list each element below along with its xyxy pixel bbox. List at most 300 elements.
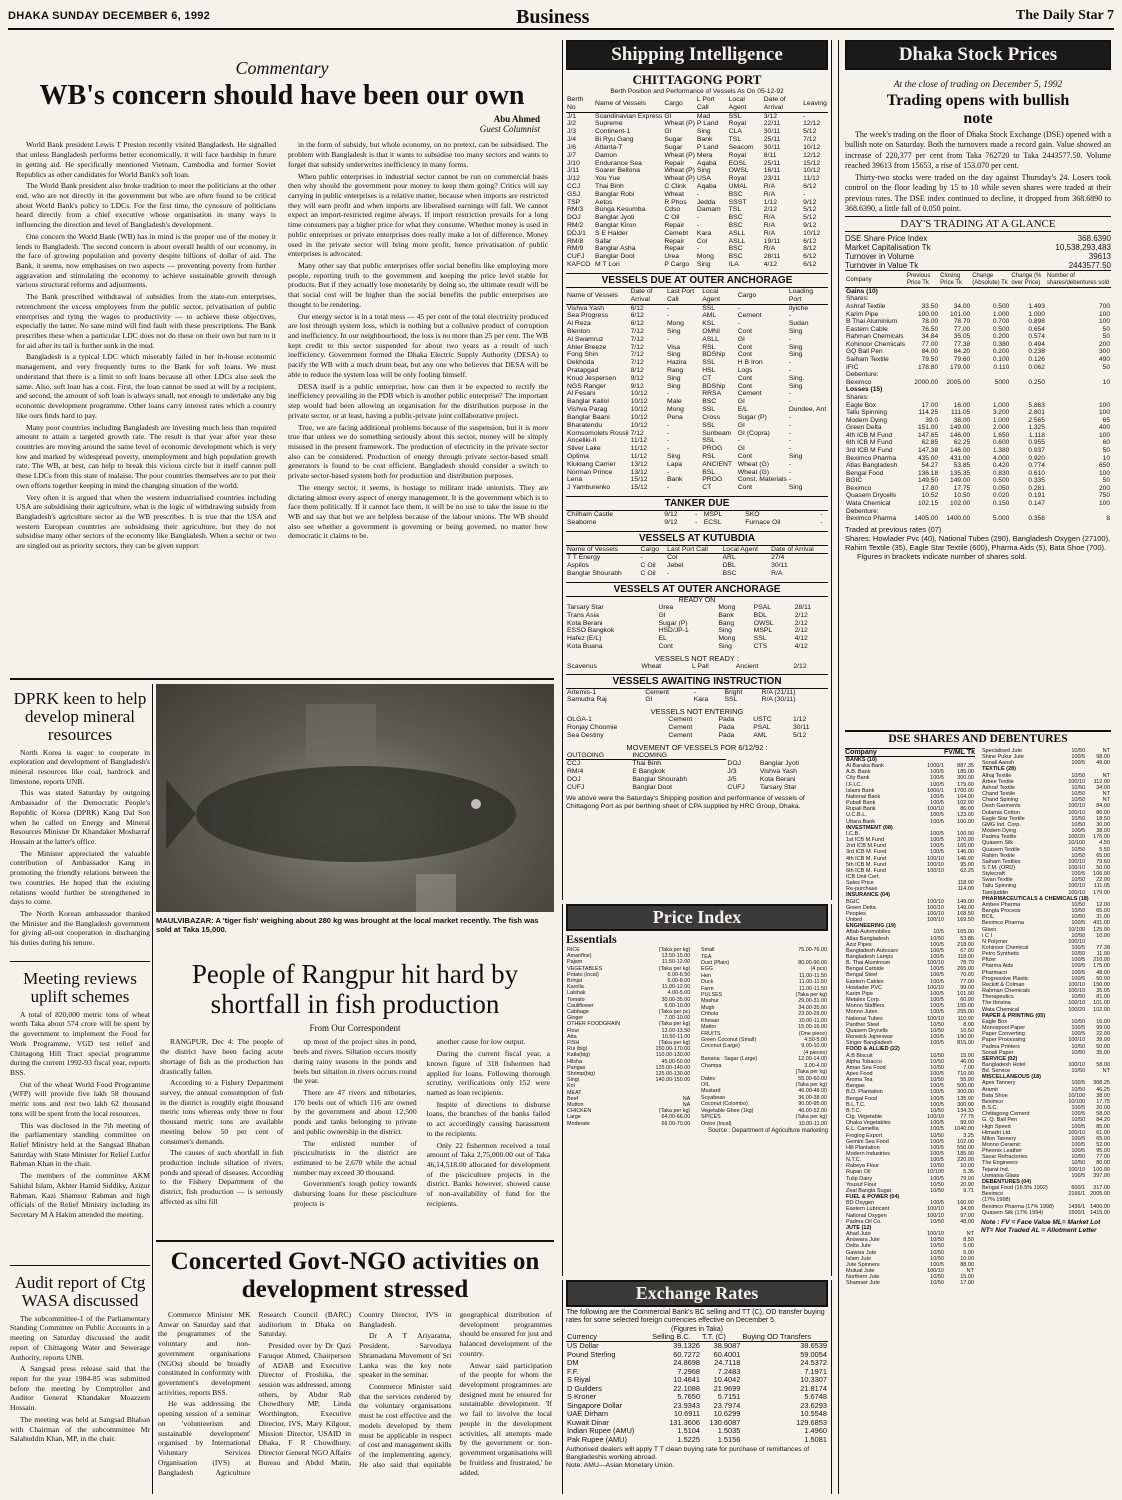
table-cell: 6/12 — [803, 253, 817, 261]
table-cell: - — [737, 320, 740, 328]
table-row — [845, 318, 1111, 326]
table-cell: 147.65 — [917, 431, 939, 439]
table-cell: R/A — [763, 214, 776, 222]
table-cell: Duck — [701, 979, 714, 986]
table-cell: 23.6293 — [800, 1400, 827, 1410]
table-cell: 100.00 — [917, 310, 939, 318]
table-cell: 10/50 — [930, 1077, 944, 1084]
paragraph: The Minister appreciated the valuable contribution of Ambassador Kang in promoting the friendly relations between the two countries. He hoped that the existing relations would further be strengthened in days to come. — [10, 848, 150, 907]
table-cell: Ashraf Textile — [982, 784, 1015, 791]
table-cell: J/12 — [567, 175, 580, 183]
table-cell: Delta Jute — [846, 1243, 871, 1250]
table-cell: 100 — [1098, 310, 1110, 318]
table-row — [845, 371, 1111, 379]
paragraph: Dr A T Ariyaratna, President, Sarvodaya Shramadana Movement of Sri Lanka was the key note speaker in the seminar. — [359, 1331, 452, 1380]
table-cell: DOJ — [567, 214, 581, 222]
table-cell: - — [788, 359, 792, 367]
table-cell: Furnace Oil — [745, 518, 781, 526]
table-cell: 50 — [1102, 333, 1110, 341]
table-cell: 53.85 — [953, 462, 971, 470]
table-cell: N.T.C. — [846, 1157, 862, 1164]
table-cell: Kara — [696, 229, 712, 237]
table-cell: 10/50 — [930, 1218, 944, 1225]
table-cell: NT — [966, 1267, 974, 1274]
fish-photo — [156, 684, 554, 912]
table-row — [566, 716, 828, 724]
table-cell — [939, 295, 971, 303]
paragraph: The members of the committee AKM Sahidul Islam, Akhter Hamid Siddiky, Azizur Rahman, Kazi Shamsur Rahman and high officials of the Relief Ministry including its Secretary M A Hakim attended the meeting. — [10, 1171, 150, 1220]
table-cell: 4th ICB M Fund — [846, 431, 893, 439]
table-cell: 10/50 — [1071, 797, 1086, 804]
table-cell: 140.00-150.00 — [655, 1077, 691, 1084]
table-cell: J/10 — [567, 159, 580, 167]
table-cell: 38.9087 — [713, 1341, 741, 1351]
table-cell: DOJ — [727, 760, 742, 768]
table-cell: 30.00-35.00 — [661, 996, 691, 1003]
table-cell: 160.00 — [957, 1200, 974, 1207]
table-cell: Bengal Steel — [846, 972, 878, 979]
table-cell: Debenture: — [846, 507, 879, 515]
table-cell: 100/5 — [930, 1083, 944, 1090]
glance-label: Turnover in Value Tk — [845, 261, 919, 271]
table-cell: - — [666, 304, 670, 312]
essentials-label: Essentials — [566, 932, 617, 946]
table-row — [845, 356, 1111, 364]
table-cell: 24.7118 — [714, 1358, 741, 1368]
table-cell: 84.00 — [921, 348, 939, 356]
table-cell: 10.50 — [953, 492, 971, 500]
table-cell: Monno Jutex — [846, 1009, 878, 1016]
table-cell: 146.00 — [950, 431, 971, 439]
table-cell: KSL — [702, 320, 716, 328]
table-cell: Sing — [788, 343, 803, 351]
table-cell: 151.00 — [917, 424, 939, 432]
table-cell: (Taka per kg) — [658, 965, 691, 972]
table-row — [845, 455, 1111, 463]
table-cell: 79.00 — [960, 1175, 974, 1182]
table-cell: 10.00 — [960, 1255, 974, 1262]
table-cell: SSL — [702, 406, 716, 414]
table-cell: 1.650 — [992, 431, 1010, 439]
table-cell: 100/5 — [1071, 1105, 1086, 1112]
table-cell: (Taka per kg) — [658, 947, 691, 953]
table-cell: 1.000 — [992, 310, 1010, 318]
table-cell: 0.126 — [1028, 356, 1045, 364]
table-cell: BSC — [702, 398, 717, 406]
paragraph: The enlisted number of pisciculturists in the district are estimated to be 2,670 while the actual number may exceed 30 thousand. — [293, 1138, 417, 1177]
paragraph: up most of the project sites in pond, beels and rivers. Siltation occurs mostly during rainy seasons in the ponds and beels but siltation in rivers occurs round the year. — [293, 1037, 417, 1086]
table-cell: 100.00 — [957, 818, 974, 825]
table-cell: 308.25 — [1093, 1080, 1110, 1087]
table-cell: 66.00-70.00 — [661, 1120, 691, 1127]
table-cell: 100/5 — [930, 990, 944, 997]
table-row — [566, 253, 828, 261]
table-cell: Jebel — [667, 562, 684, 570]
wasa-article — [10, 1270, 150, 1492]
table-cell: Farm — [701, 985, 714, 992]
table-cell: CHICKEN — [567, 1108, 592, 1115]
table-cell: 100/5 — [1071, 1123, 1086, 1130]
table-row — [845, 341, 1111, 349]
table-cell: 0.654 — [1028, 325, 1045, 333]
table-row — [566, 484, 828, 492]
table-cell: 6.00-8.00 — [667, 978, 691, 985]
table-cell: 100/5 — [930, 800, 944, 807]
table-cell: 1.5035 — [717, 1426, 741, 1436]
table-cell: Flour — [567, 1027, 580, 1034]
table-cell: Aqaba — [696, 159, 717, 167]
table-cell: 1700.00 — [954, 787, 974, 794]
table-cell: 100/20 — [1068, 1006, 1086, 1013]
table-cell: 2/12 — [794, 619, 808, 627]
table-cell: 10/50 — [1071, 901, 1086, 908]
table-cell: SKO — [745, 511, 760, 518]
table-cell: 7.00-10.00 — [664, 1015, 691, 1022]
exchange-banner: Exchange Rates — [566, 1280, 828, 1307]
outer2-title: VESSELS AT OUTER ANCHORAGE — [566, 582, 828, 597]
table-cell: 100/5 — [930, 1138, 944, 1145]
table-cell — [939, 371, 971, 379]
table-row — [566, 152, 828, 160]
table-row — [566, 476, 828, 484]
fish-photo-block — [156, 684, 554, 952]
table-cell: Banglar Kallol — [567, 398, 609, 406]
table-cell: 62.25 — [953, 439, 971, 447]
table-cell: Vishva Parag — [567, 406, 608, 414]
port-name: CHITTAGONG PORT — [632, 72, 762, 87]
table-cell: 10/50 — [930, 1163, 944, 1170]
table-row — [566, 375, 828, 383]
table-cell: 220.00 — [957, 1157, 974, 1164]
table-cell: Ginger — [567, 1015, 584, 1022]
table-cell: 1.5225 — [677, 1434, 701, 1444]
table-cell: 100/5 — [930, 781, 944, 788]
table-cell: 0.937 — [1028, 446, 1045, 454]
table-cell: Shares: — [846, 295, 869, 303]
table-cell: Green Delta — [846, 424, 882, 432]
table-cell: Petro Synthetic — [982, 951, 1020, 958]
table-cell: 6/12 — [630, 320, 644, 328]
table-cell — [1046, 371, 1111, 379]
table-cell: Sea Destiny — [567, 731, 604, 739]
table-row — [566, 635, 828, 643]
table-row — [566, 238, 828, 246]
table-cell: 15/12 — [803, 159, 821, 167]
table-cell: 28/11 — [794, 603, 812, 611]
table-row — [566, 689, 828, 697]
table-cell: 100/5 — [930, 1157, 944, 1164]
glance-label: DSE Share Price Index — [845, 234, 928, 244]
table-cell: AML — [702, 312, 717, 320]
table-row — [566, 732, 828, 740]
table-cell: Sugar (P) — [737, 413, 767, 421]
table-cell: 102.00 — [957, 1138, 974, 1145]
table-cell: M T Lori — [595, 261, 620, 269]
table-cell: 4.50 — [1099, 840, 1110, 847]
table-cell: 13/12 — [630, 460, 648, 468]
table-cell: FISH — [567, 1040, 580, 1047]
table-cell: J/1 — [567, 112, 577, 120]
shipping-banner: Shipping Intelligence — [566, 40, 828, 70]
table-cell: 100/5 — [1071, 1135, 1086, 1142]
table-cell: 50 — [1102, 477, 1110, 485]
table-cell: 110.00 — [957, 1015, 974, 1022]
table-cell: 100/5 — [930, 972, 944, 979]
column-rule — [838, 40, 839, 1494]
table-cell: Quasem Textile — [982, 846, 1020, 853]
table-cell: BSC — [728, 245, 743, 253]
column-header: Name of Vessels — [594, 96, 663, 112]
figures-note: Figures in brackets indicate number of shares sold. — [857, 551, 1027, 561]
table-row — [566, 230, 828, 238]
tanker-table — [566, 511, 828, 527]
table-cell: Eagle Box — [846, 401, 877, 409]
author-name: Abu Ahmed — [493, 114, 540, 125]
kutubdia-title: VESSELS AT KUTUBDIA — [566, 531, 828, 546]
price-left-table — [566, 947, 694, 1127]
table-cell: 6/12 — [630, 312, 644, 320]
table-cell: 7.2968 — [677, 1366, 701, 1376]
paragraph: Out of the wheat World Food Programme (WFP) will provide five lakh 58 thousand metric tons and rest two lakh 62 thousand tons will be spent from the local resources. — [10, 1079, 150, 1118]
table-cell: DBL — [722, 562, 736, 570]
table-cell: 6/12 — [803, 237, 817, 245]
table-cell: Banglar Doot — [632, 783, 672, 791]
table-cell: 20.00 — [1096, 1105, 1110, 1112]
table-cell: Dekhoda — [567, 359, 595, 367]
table-cell: Brinjal — [567, 978, 582, 985]
table-cell: 36.00-38.00 — [798, 1094, 827, 1101]
table-cell: 887.35 — [957, 763, 974, 770]
table-cell: 1.000 — [1028, 310, 1045, 318]
paragraph: RANGPUR, Dec 4: The people of the district have been facing acute shortage of fish as the production has drastically fallen. — [160, 1037, 284, 1076]
table-cell: Karim Pipe — [846, 310, 879, 318]
glance-row — [845, 252, 1111, 261]
table-cell: Vishva Yash — [759, 768, 797, 776]
table-cell: Bd. Service — [982, 1068, 1011, 1075]
paragraph: in the form of subsidy, but whole economy, on no pretext, can be subsidised. The problem with Bangladesh is that it wants to subsidise too many sectors and wants to forget that subsidy underwrites inefficiency in many forms. — [288, 140, 548, 169]
table-cell: Cement — [737, 390, 762, 398]
table-cell: 0.250 — [1028, 378, 1045, 386]
table-cell: 9.71 — [963, 1187, 974, 1194]
table-cell: 5.50 — [1099, 846, 1110, 853]
column-header: T.T. (C) — [701, 1333, 741, 1342]
table-cell: 86.00 — [960, 806, 974, 813]
table-cell: NT — [966, 1231, 974, 1238]
table-cell: ASLL — [702, 335, 719, 343]
table-cell: Aramit — [982, 1086, 998, 1093]
table-cell: Paper Converting — [982, 1031, 1025, 1038]
table-cell: 2/12 — [763, 206, 777, 214]
table-cell: Sonali Aansh — [982, 760, 1015, 767]
table-cell: 5000 — [994, 378, 1010, 386]
table-cell: 100/10 — [927, 910, 944, 917]
table-cell: 210.00 — [1093, 957, 1110, 964]
table-cell: Cement — [737, 312, 762, 320]
table-cell: 8/12 — [630, 367, 644, 374]
table-cell: 10.00 — [960, 1163, 974, 1170]
table-row — [566, 445, 828, 453]
table-cell: 100/5 — [1071, 1111, 1086, 1118]
table-cell: 75.00-76.00 — [798, 947, 827, 954]
group-title: SERVICE (02) — [982, 1055, 1018, 1062]
table-cell: J/3 — [727, 768, 737, 776]
table-cell: Ashraf Textile — [846, 303, 886, 310]
table-row — [566, 760, 828, 768]
table-cell: DM — [567, 1358, 579, 1368]
table-row — [566, 112, 828, 120]
table-cell: 100/10 — [927, 917, 944, 924]
column-header: Cargo — [737, 288, 788, 304]
table-cell — [971, 371, 1010, 379]
table-cell: Green Coconut (Small) — [701, 1037, 757, 1044]
table-cell: 100/5 — [930, 818, 944, 825]
table-cell: Paper Processing — [982, 1037, 1026, 1044]
group-title: INVESTMENT (08) — [846, 824, 893, 831]
table-cell: GI — [737, 421, 745, 429]
table-cell: 125.00 — [1093, 926, 1110, 933]
table-cell: Apex Tannery — [982, 1080, 1016, 1087]
table-cell: (Taka per kg) — [658, 1021, 691, 1028]
table-cell: Cabbage — [567, 1009, 589, 1016]
table-cell: C Oil — [640, 562, 656, 570]
table-cell: 79.50 — [921, 356, 939, 364]
table-cell: 147.38 — [917, 446, 939, 454]
table-cell: 80.00-90.00 — [798, 959, 827, 966]
table-cell: Progressive Plastic — [982, 975, 1029, 982]
table-cell: Singapore Dollar — [567, 1400, 623, 1410]
table-cell: RM/4 — [567, 768, 584, 776]
table-cell: Sing — [666, 382, 681, 390]
table-cell: 88.00 — [960, 1261, 974, 1268]
table-cell: 1.4960 — [804, 1426, 827, 1436]
table-cell: 12.00-14.00 — [798, 1056, 827, 1063]
table-cell: US Dollar — [567, 1341, 599, 1351]
table-cell: 200 — [1098, 484, 1110, 492]
table-cell: 10/12 — [630, 398, 648, 406]
table-cell: 0.020 — [992, 492, 1010, 500]
table-cell — [939, 394, 971, 402]
table-cell: 102.00 — [957, 800, 974, 807]
table-cell: 5.6748 — [804, 1392, 827, 1402]
table-cell: 17.80 — [921, 484, 939, 492]
table-cell: 0.281 — [1028, 484, 1045, 492]
table-cell: RSL — [702, 452, 716, 460]
table-cell: 6.00-6.50 — [667, 971, 691, 978]
table-cell: Chhola — [701, 1011, 719, 1018]
table-cell: (Taka per kg) — [795, 1114, 827, 1121]
table-cell: Sugar — [664, 143, 683, 151]
table-cell: R/A — [763, 190, 776, 198]
table-cell: 129.6853 — [796, 1417, 827, 1427]
table-cell: Apex Food — [846, 1070, 873, 1077]
table-cell: 10/50 — [930, 1255, 944, 1262]
table-cell: 169.50 — [957, 917, 974, 924]
table-cell: C Oil — [664, 214, 680, 222]
table-cell: T T Energy — [567, 554, 601, 562]
table-cell: Northern Jute — [846, 1274, 880, 1281]
table-cell: Lapa — [666, 460, 683, 468]
table-cell: 111.05 — [951, 409, 971, 417]
table-cell: ARL — [722, 554, 736, 562]
table-cell: Rupan Oil — [846, 1169, 871, 1176]
table-cell: 30/11 — [771, 562, 788, 570]
table-cell: 65.00 — [1096, 908, 1110, 915]
table-cell: Coconut (Colombo) — [701, 1101, 748, 1108]
table-cell: Continent-1 — [595, 128, 631, 136]
table-cell: 130.6087 — [709, 1417, 741, 1427]
group-title: TEXTILE (28) — [982, 766, 1016, 773]
table-cell: 1040.00 — [954, 1126, 974, 1133]
table-cell: Debenture: — [846, 371, 879, 379]
table-cell: Aqaba — [696, 182, 717, 190]
table-cell: Bengal Food — [846, 469, 884, 477]
notentering-table — [566, 716, 828, 739]
rangpur-headline: People of Rangpur hit hard by shortfall in fish production — [191, 959, 519, 1019]
table-cell: Yousuf Flour — [846, 1181, 877, 1188]
table-cell: CCJ — [567, 182, 581, 190]
table-cell: 0.150 — [992, 500, 1010, 508]
table-cell: - — [666, 429, 670, 437]
table-cell: 100/5 — [1071, 963, 1086, 970]
table-cell: The Engineers — [982, 1160, 1018, 1167]
table-cell: Banglar Robi — [595, 190, 635, 198]
table-cell: 11/12 — [630, 437, 648, 445]
table-cell: 34.00 — [953, 303, 971, 310]
table-cell: Monno Stafflers — [846, 1003, 885, 1010]
table-cell: Rahman Chemicals — [846, 333, 904, 341]
table-cell: 600/1 — [1071, 1185, 1086, 1192]
table-cell: 30/11 — [763, 143, 781, 151]
table-cell: Pada — [718, 716, 735, 724]
table-cell: B.L.T.C. — [846, 1101, 866, 1108]
table-cell: Moderate — [567, 1120, 590, 1127]
table-cell: 1405.00 — [914, 515, 939, 523]
table-cell: 10.3307 — [800, 1375, 827, 1385]
table-cell: S E Halder — [595, 229, 628, 237]
table-cell: United — [846, 917, 862, 924]
table-cell: UMAL — [728, 182, 748, 190]
table-cell: 9.00-10.00 — [801, 1043, 827, 1050]
column-header: OUTGOING — [566, 752, 631, 760]
table-cell: 60.4001 — [713, 1349, 741, 1359]
table-cell: (Taka per pc) — [658, 1009, 691, 1016]
table-cell: 4/12 — [794, 642, 808, 650]
fish-silhouette — [156, 684, 554, 912]
table-row — [845, 333, 1111, 341]
group-title: ENGINEERING (19) — [846, 923, 896, 930]
table-cell: BDShip — [702, 351, 726, 359]
table-cell: 58.00 — [1096, 1111, 1110, 1118]
col-company: Company — [845, 749, 877, 756]
table-cell: 100/5 — [930, 947, 944, 954]
table-cell: 15/12 — [630, 476, 648, 484]
table-cell: R/A — [771, 570, 783, 578]
table-cell: - — [788, 398, 792, 406]
table-cell: Kohinoor Chemical — [982, 945, 1029, 951]
table-cell: 60.7272 — [673, 1349, 701, 1359]
table-cell: 255.00 — [957, 1009, 974, 1016]
table-cell: 106.00 — [1093, 871, 1110, 878]
column-header: Number of shares/debentures sold — [1046, 273, 1110, 286]
table-cell: B. Thai Aluminium — [846, 960, 891, 967]
table-row — [566, 144, 828, 152]
table-cell: 23.00-26.00 — [798, 1011, 827, 1018]
table-cell: Ancient — [735, 662, 759, 670]
paragraph: This was stated Saturday by outgoing Ambassador of the Democratic People's Republic of Korea (DPRK) Kang Dal Son when he called on Energy and Mineral Resources Minister Dr Khandaker Mosharraf Hossain at the latter's office. — [10, 788, 150, 846]
table-cell: 79.60 — [1096, 858, 1110, 865]
table-cell: Atlanta-T — [595, 143, 623, 151]
table-row — [566, 167, 828, 175]
